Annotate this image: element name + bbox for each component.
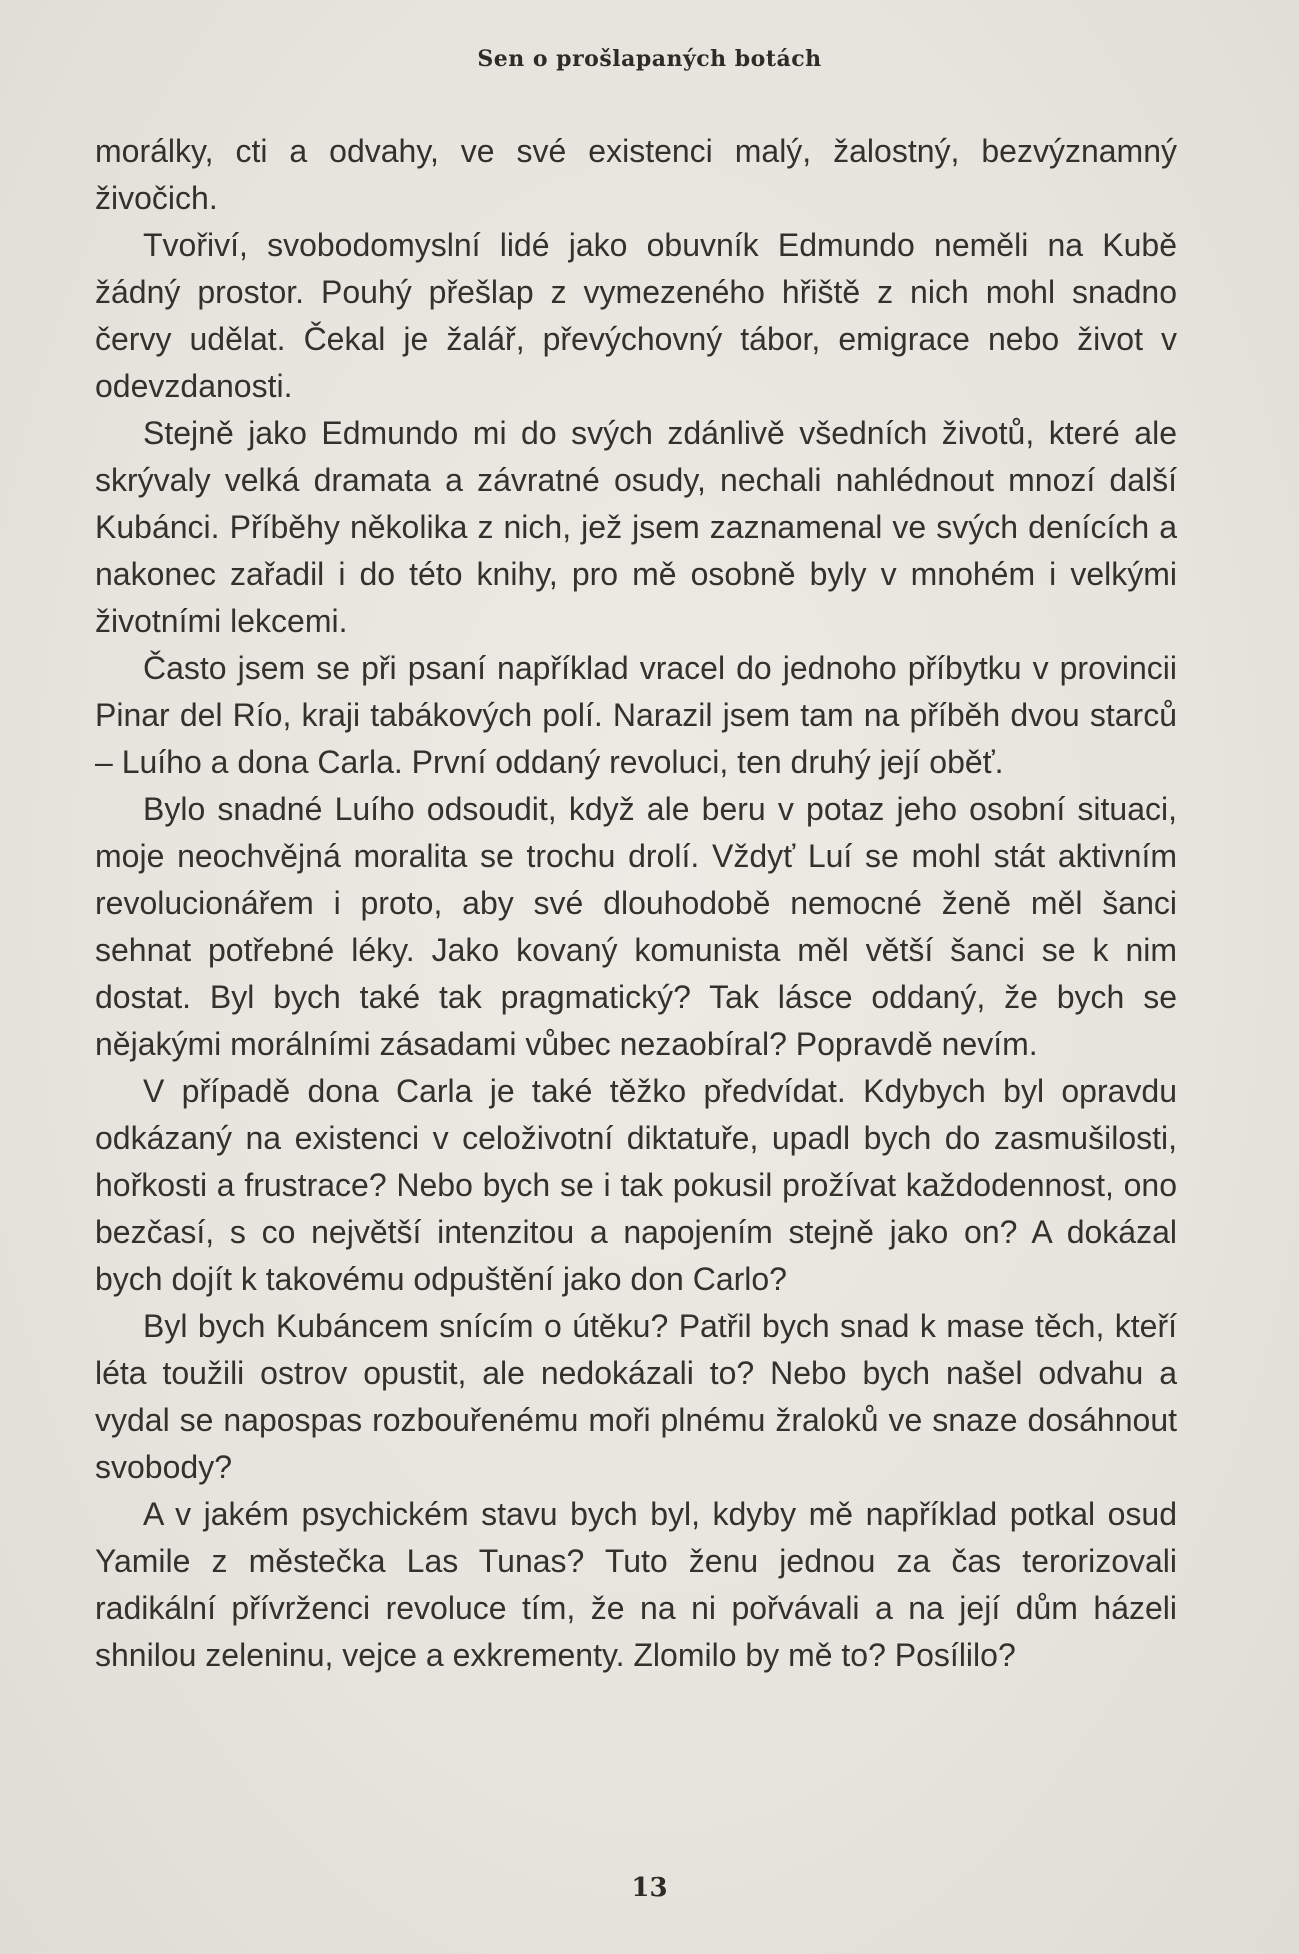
page-number: 13 bbox=[631, 1873, 668, 1903]
paragraph: V případě dona Carla je také těžko předvídat. Kdybych byl opravdu odkázaný na existenci v celoživotní diktatuře, upadl bych do zasmušilosti, hořkosti a frustrace? Nebo bych se i tak pokusil prožívat každodennost, ono bezčasí, s co největší intenzitou a napojením stejně jako on? A dokázal bych dojít k takovému odpuštění jako don Carlo? bbox=[95, 1073, 1177, 1297]
paragraph: A v jakém psychickém stavu bych byl, kdyby mě například potkal osud Yamile z městečka Las Tunas? Tuto ženu jednou za čas terorizovali radikální přívrženci revoluce tím, že na ni pořvávali a na její dům házeli shnilou zeleninu, vejce a exkrementy. Zlomilo by mě to? Posílilo? bbox=[95, 1496, 1177, 1673]
paragraph: Byl bych Kubáncem snícím o útěku? Patřil bych snad k mase těch, kteří léta toužili ostrov opustit, ale nedokázali to? Nebo bych našel odvahu a vydal se napospas rozbouřenému moři plnému žraloků ve snaze dosáhnout svobody? bbox=[95, 1308, 1177, 1485]
body-text bbox=[95, 128, 1177, 1679]
running-title: Sen o prošlapaných botách bbox=[477, 46, 822, 72]
paragraph: Stejně jako Edmundo mi do svých zdánlivě všedních životů, které ale skrývaly velká dramata a závratné osudy, nechali nahlédnout mnozí další Kubánci. Příběhy několika z nich, jež jsem zaznamenal ve svých denících a nakonec zařadil i do této knihy, pro mě osobně byly v mnohém i velkými životními lekcemi. bbox=[95, 415, 1177, 639]
paragraph: Bylo snadné Luího odsoudit, když ale beru v potaz jeho osobní situaci, moje neochvějná moralita se trochu drolí. Vždyť Luí se mohl stát aktivním revolucionářem i proto, aby své dlouhodobě nemocné ženě měl šanci sehnat potřebné léky. Jako kovaný komunista měl větší šanci se k nim dostat. Byl bych také tak pragmatický? Tak lásce oddaný, že bych se nějakými morálními zásadami vůbec nezaobíral? Popravdě nevím. bbox=[95, 791, 1177, 1062]
paragraph-continued: morálky, cti a odvahy, ve své existenci malý, žalostný, bezvýznamný živočich. bbox=[95, 133, 1177, 216]
paragraph: Často jsem se při psaní například vracel do jednoho příbytku v provincii Pinar del Río, kraji tabákových polí. Narazil jsem tam na příběh dvou starců – Luího a dona Carla. První oddaný revoluci, ten druhý její oběť. bbox=[95, 650, 1177, 780]
paragraph: Tvořiví, svobodomyslní lidé jako obuvník Edmundo neměli na Kubě žádný prostor. Pouhý přešlap z vymezeného hřiště z nich mohl snadno červy udělat. Čekal je žalář, převýchovný tábor, emigrace nebo život v odevzdanosti. bbox=[95, 227, 1177, 404]
